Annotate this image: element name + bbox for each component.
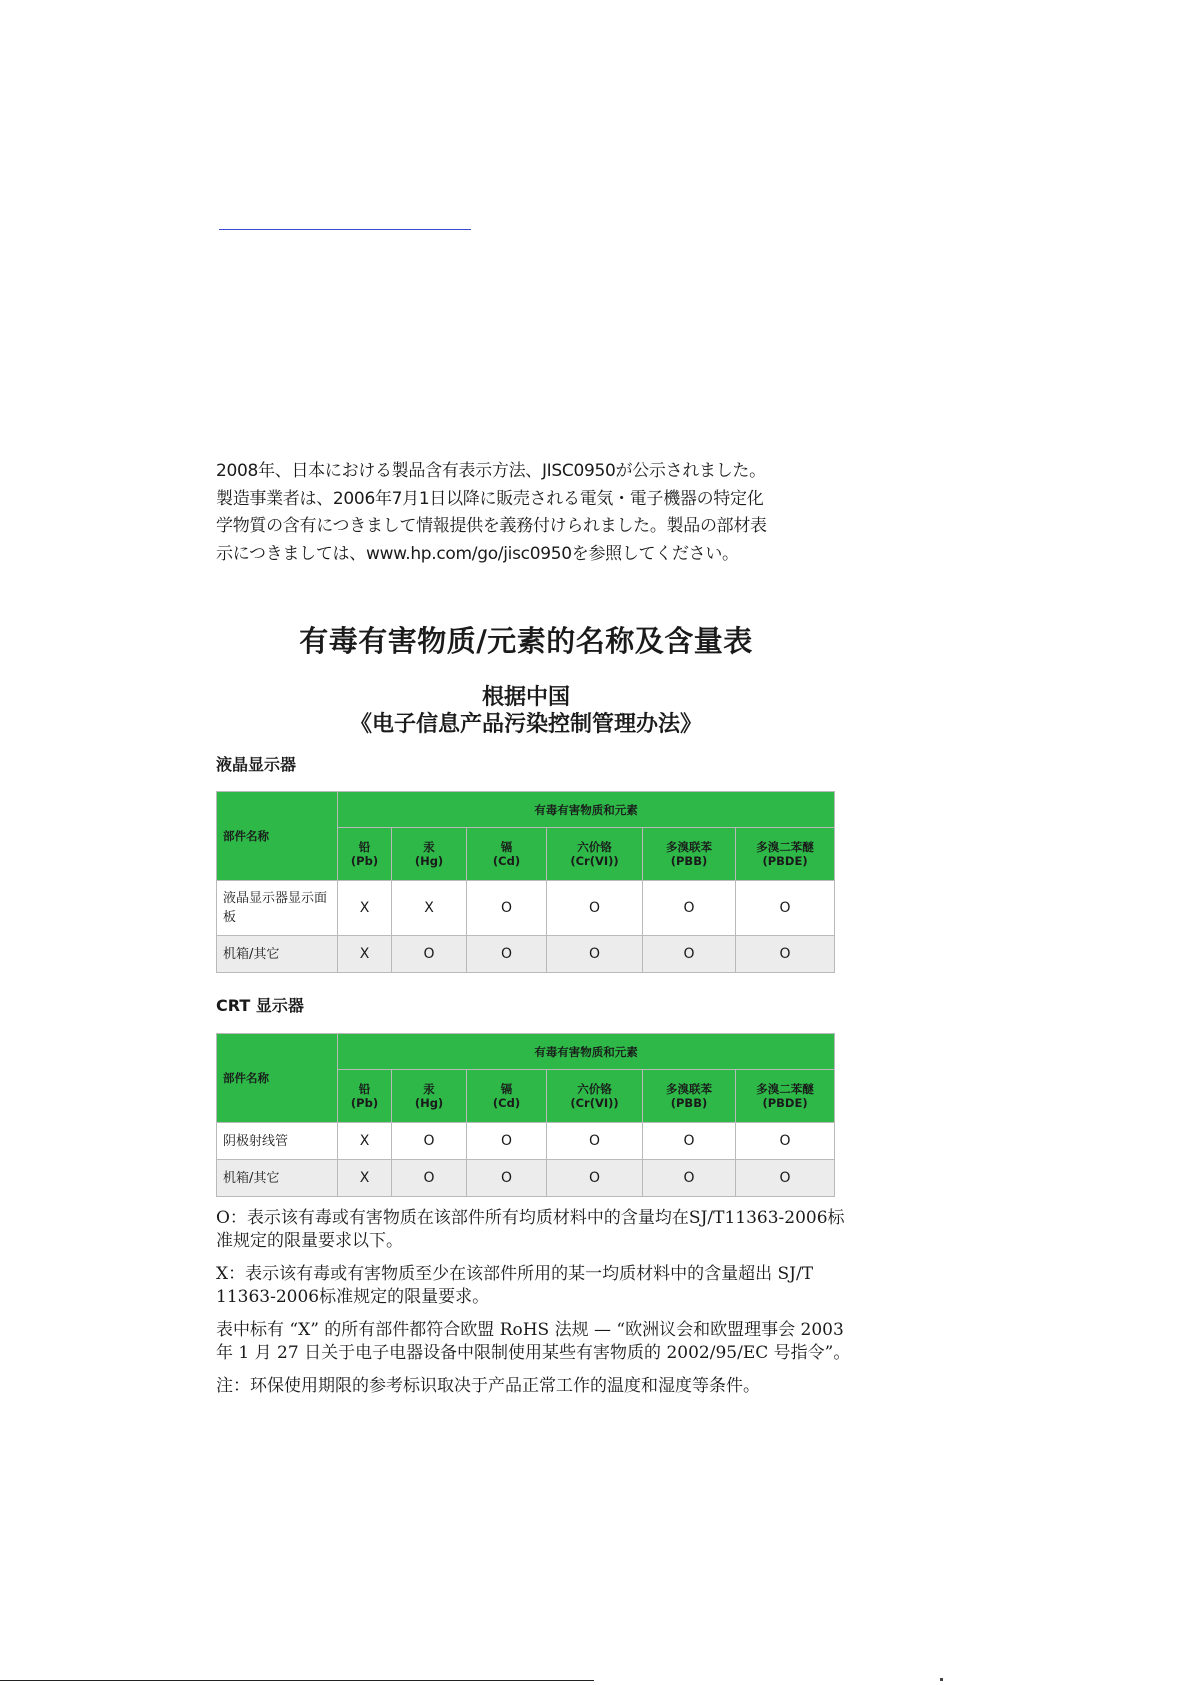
table-cell: O	[736, 1160, 835, 1197]
table-cell: O	[736, 936, 835, 973]
column-header: 多溴联苯 (PBB)	[643, 828, 736, 881]
rohs-compliance-note: 表中标有 “X” 的所有部件都符合欧盟 RoHS 法规 — “欧洲议会和欧盟理事会 2003 年 1 月 27 日关于电子电器设备中限制使用某些有害物质的 2002/95/EC 号指令”。	[216, 1320, 851, 1363]
column-header: 镉 (Cd)	[467, 828, 547, 881]
table-cell: O	[392, 1160, 467, 1197]
table-cell: O	[467, 936, 547, 973]
table-cell: O	[467, 1123, 547, 1160]
crt-section-title: CRT 显示器	[216, 996, 304, 1015]
column-header: 多溴二苯醚 (PBDE)	[736, 828, 835, 881]
environmental-period-note: 注：环保使用期限的参考标识取决于产品正常工作的温度和湿度等条件。	[216, 1376, 760, 1396]
table-cell: O	[467, 881, 547, 936]
crt-substance-table	[216, 1033, 835, 1197]
table-cell: O	[547, 936, 643, 973]
table-cell: X	[338, 1160, 392, 1197]
table-cell: O	[547, 1160, 643, 1197]
table-row	[217, 881, 835, 936]
table-cell: O	[392, 936, 467, 973]
row-label: 机箱/其它	[217, 936, 338, 973]
table-cell: O	[736, 1123, 835, 1160]
notes-block	[216, 1207, 856, 1408]
o-legend-note: O：表示该有毒或有害物质在该部件所有均质材料中的含量均在SJ/T11363-2006标准规定的限量要求以下。	[216, 1208, 845, 1251]
table-cell: O	[643, 1123, 736, 1160]
table-cell: X	[338, 881, 392, 936]
lcd-section-title: 液晶显示器	[216, 755, 297, 774]
column-header: 镉 (Cd)	[467, 1070, 547, 1123]
row-label: 液晶显示器显示面板	[217, 881, 338, 936]
row-label: 阴极射线管	[217, 1123, 338, 1160]
table-cell: X	[338, 936, 392, 973]
part-name-header: 部件名称	[217, 1034, 338, 1123]
column-header: 多溴二苯醚 (PBDE)	[736, 1070, 835, 1123]
table-cell: O	[547, 881, 643, 936]
hyperlink-underline[interactable]	[219, 229, 471, 230]
table-cell: O	[392, 1123, 467, 1160]
page-bottom-rule	[0, 1680, 594, 1681]
column-header: 多溴联苯 (PBB)	[643, 1070, 736, 1123]
column-header: 六价铬 (Cr(VI))	[547, 1070, 643, 1123]
table-row	[217, 1123, 835, 1160]
china-table-title: 有毒有害物质/元素的名称及含量表	[299, 624, 753, 658]
table-row	[217, 1160, 835, 1197]
table-cell: X	[392, 881, 467, 936]
x-legend-note: X：表示该有毒或有害物质至少在该部件所用的某一均质材料中的含量超出 SJ/T 11363-2006标准规定的限量要求。	[216, 1264, 814, 1307]
page-bottom-mark	[940, 1678, 943, 1681]
china-subtitle-line1: 根据中国	[481, 685, 570, 710]
lcd-substance-table	[216, 791, 835, 973]
column-header: 铅 (Pb)	[338, 828, 392, 881]
column-header: 汞 (Hg)	[392, 1070, 467, 1123]
substance-group-header: 有毒有害物质和元素	[338, 1034, 835, 1070]
table-cell: O	[547, 1123, 643, 1160]
table-row	[217, 936, 835, 973]
china-subtitle-line2: 《电子信息产品污染控制管理办法》	[349, 712, 702, 737]
column-header: 铅 (Pb)	[338, 1070, 392, 1123]
table-cell: X	[338, 1123, 392, 1160]
table-cell: O	[643, 1160, 736, 1197]
column-header: 汞 (Hg)	[392, 828, 467, 881]
table-cell: O	[643, 881, 736, 936]
column-header: 六价铬 (Cr(VI))	[547, 828, 643, 881]
japan-jisc0950-paragraph: 2008年、日本における製品含有表示方法、JISC0950が公示されました。製造事業者は、2006年7月1日以降に販売される電気・電子機器の特定化学物質の含有につきまして情報提供を義務付けられました。製品の部材表示につきましては、www.hp.com/go/jisc0950を参照してください。	[216, 461, 767, 564]
part-name-header: 部件名称	[217, 792, 338, 881]
table-cell: O	[736, 881, 835, 936]
substance-group-header: 有毒有害物质和元素	[338, 792, 835, 828]
table-cell: O	[643, 936, 736, 973]
table-cell: O	[467, 1160, 547, 1197]
row-label: 机箱/其它	[217, 1160, 338, 1197]
